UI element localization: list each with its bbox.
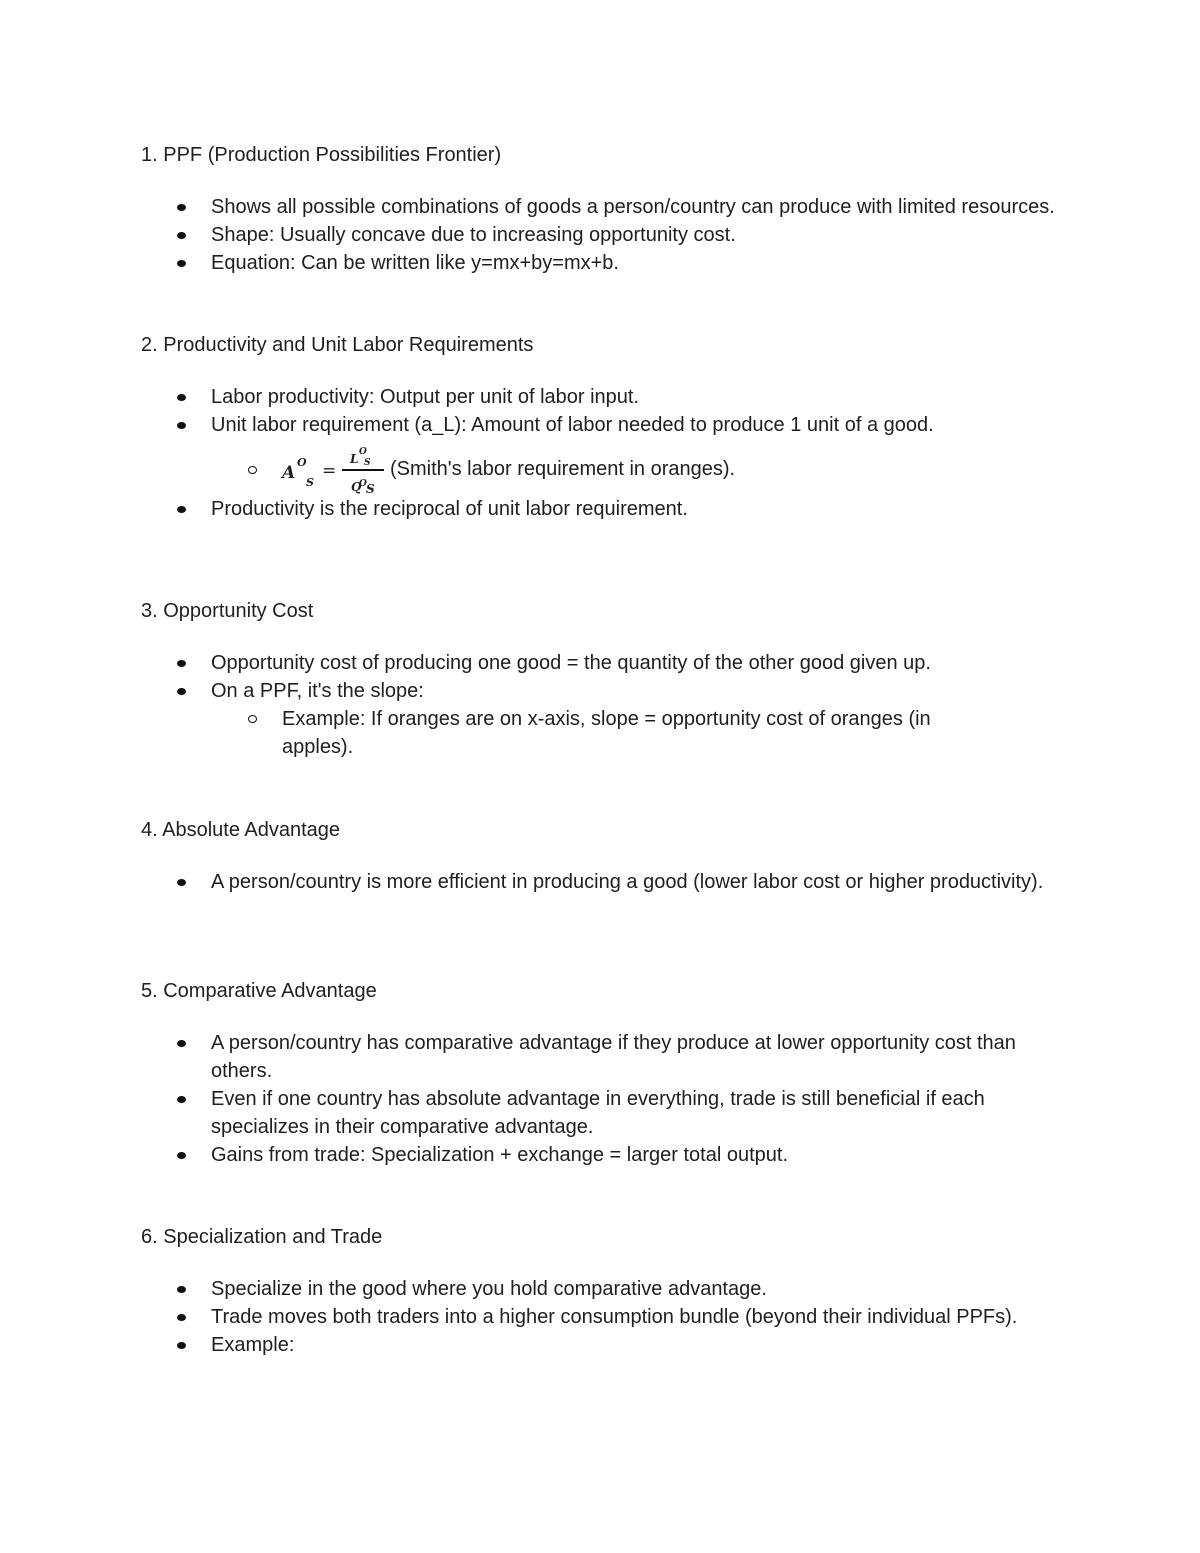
sub-list-item — [0, 705, 1002, 761]
bullet-list — [0, 193, 1200, 277]
formula-superscript: O — [297, 456, 307, 469]
list-item — [0, 1029, 1071, 1085]
list-item-text: Labor productivity: Output per unit of labor input. — [211, 386, 640, 408]
list-item — [0, 1303, 1071, 1331]
list-item-text: Example: — [211, 1334, 295, 1356]
list-item — [0, 1141, 1071, 1169]
list-item-text: Specialize in the good where you hold comparative advantage. — [211, 1278, 767, 1300]
formula-list-item — [0, 439, 1200, 499]
list-item — [0, 1275, 1071, 1303]
list-item-text: Even if one country has absolute advantage in everything, trade is still beneficial if each specializes in their comparative advantage. — [211, 1088, 985, 1138]
bullet-icon — [177, 879, 186, 886]
section-heading: 4. Absolute Advantage — [141, 819, 341, 841]
bullet-icon — [177, 506, 186, 513]
list-item — [0, 1331, 1071, 1359]
list-item — [0, 411, 1071, 439]
bullet-list — [0, 649, 1200, 761]
section-heading: 6. Specialization and Trade — [141, 1226, 383, 1248]
list-item-text: Opportunity cost of producing one good = the quantity of the other good given up. — [211, 652, 931, 674]
list-item — [0, 868, 1071, 896]
bullet-icon — [177, 394, 186, 401]
formula-caption: (Smith's labor requirement in oranges). — [390, 458, 736, 480]
section-heading: 2. Productivity and Unit Labor Requirements — [141, 334, 534, 356]
list-item — [0, 1085, 1071, 1141]
bullet-icon — [177, 660, 186, 667]
list-item-text: On a PPF, it's the slope: — [211, 680, 424, 702]
list-item — [0, 383, 1071, 411]
section-heading: 3. Opportunity Cost — [141, 600, 314, 622]
list-item — [0, 221, 1071, 249]
list-item — [0, 249, 1071, 277]
list-item — [0, 649, 1071, 677]
bullet-icon — [177, 1314, 186, 1321]
bullet-icon — [177, 232, 186, 239]
numerator-subscript: S — [364, 458, 371, 468]
list-item-text: Example: If oranges are on x-axis, slope = opportunity cost of oranges (in apples). — [282, 708, 931, 758]
fraction-denominator: Q — [351, 480, 362, 494]
list-item-text: Trade moves both traders into a higher consumption bundle (beyond their individual PPFs). — [211, 1306, 1018, 1328]
bullet-list — [0, 1275, 1200, 1359]
denominator-subscript: S — [366, 482, 375, 496]
formula-equals: = — [322, 461, 337, 481]
fraction-numerator: L — [350, 452, 359, 466]
bullet-icon — [177, 1040, 186, 1047]
section-heading: 1. PPF (Production Possibilities Frontier) — [141, 144, 502, 166]
bullet-icon — [177, 688, 186, 695]
list-item — [0, 677, 1071, 705]
list-item-text: A person/country has comparative advantage if they produce at lower opportunity cost than others. — [211, 1032, 1016, 1082]
list-item-text: Unit labor requirement (a_L): Amount of labor needed to produce 1 unit of a good. — [211, 414, 934, 436]
bullet-list — [0, 1029, 1200, 1169]
list-item-text: Shape: Usually concave due to increasing opportunity cost. — [211, 224, 736, 246]
list-item-text: A person/country is more efficient in producing a good (lower labor cost or higher productivity). — [211, 871, 1044, 893]
bullet-icon — [177, 1096, 186, 1103]
bullet-list — [0, 383, 1200, 523]
bullet-icon — [177, 1286, 186, 1293]
formula-fraction — [342, 439, 384, 499]
bullet-icon — [177, 422, 186, 429]
bullet-list — [0, 868, 1200, 896]
hollow-bullet-icon — [248, 466, 257, 474]
list-item — [0, 495, 1071, 523]
numerator-superscript: O — [359, 447, 367, 457]
bullet-icon — [177, 204, 186, 211]
list-item-text: Equation: Can be written like y=mx+by=mx+b. — [211, 252, 619, 274]
bullet-icon — [177, 1152, 186, 1159]
hollow-bullet-icon — [248, 715, 257, 723]
list-item — [0, 193, 1071, 221]
section-heading: 5. Comparative Advantage — [141, 980, 377, 1002]
formula-subscript: S — [306, 476, 314, 489]
bullet-icon — [177, 1342, 186, 1349]
list-item-text: Shows all possible combinations of goods a person/country can produce with limited resources. — [211, 196, 1055, 218]
list-item-text: Gains from trade: Specialization + exchange = larger total output. — [211, 1144, 789, 1166]
formula-symbol-a: A — [282, 463, 296, 483]
denominator-superscript: O — [359, 479, 367, 489]
list-item-text: Productivity is the reciprocal of unit labor requirement. — [211, 498, 688, 520]
bullet-icon — [177, 260, 186, 267]
